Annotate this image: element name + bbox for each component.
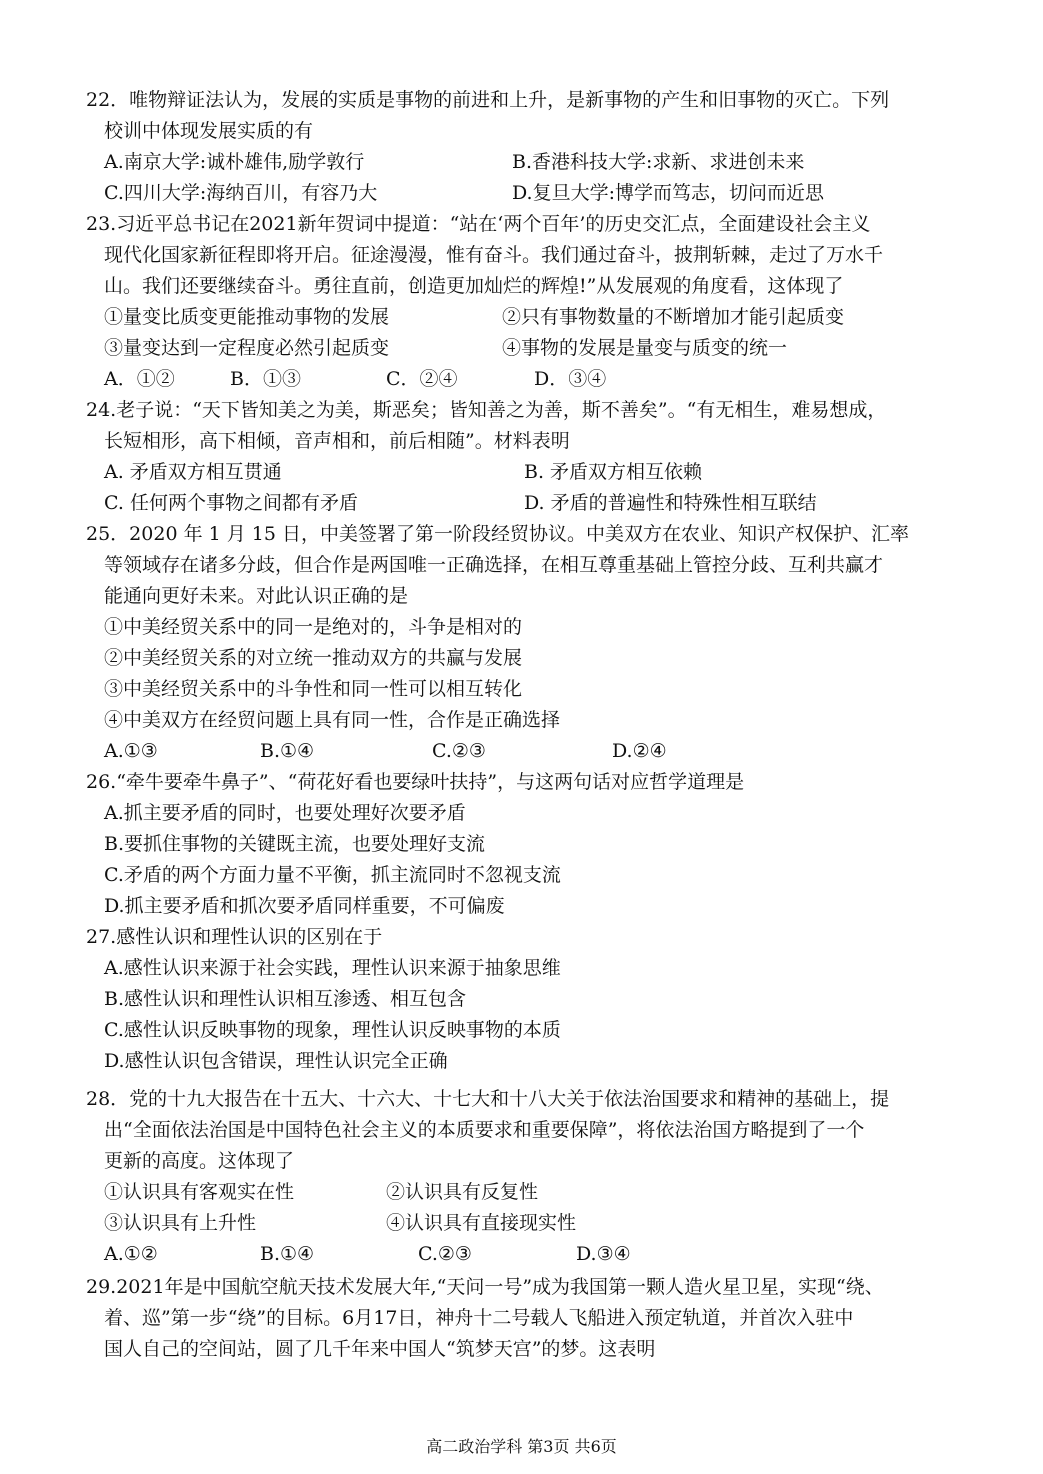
option-c: C.矛盾的两个方面力量不平衡，抓主流同时不忽视支流 [104,864,561,886]
question-stem-line: 国人自己的空间站，圆了几千年来中国人“筑梦天宫”的梦。这表明 [104,1338,656,1360]
option-a: A.①② [104,1243,158,1265]
question-stem-line: 23.习近平总书记在2021新年贺词中提道：“站在‘两个百年’的历史交汇点，全面建设社会主义 [86,213,871,235]
option-b: B.香港科技大学:求新、求进创未来 [512,151,805,173]
option-b: B.要抓住事物的关键既主流，也要处理好支流 [104,833,486,855]
statement-1: ①中美经贸关系中的同一是绝对的，斗争是相对的 [104,616,523,638]
option-c: C.四川大学:海纳百川，有容乃大 [104,182,378,204]
option-a: A.南京大学:诚朴雄伟,励学敦行 [104,151,365,173]
option-d: D．③④ [534,368,607,390]
question-stem-line: 29.2021年是中国航空航天技术发展大年,“天问一号”成为我国第一颗人造火星卫星，实现“绕、 [86,1276,884,1298]
option-a: A.感性认识来源于社会实践，理性认识来源于抽象思维 [104,957,561,979]
statement-1: ①认识具有客观实在性 [104,1181,295,1203]
statement-4: ④事物的发展是量变与质变的统一 [502,337,788,359]
statement-4: ④中美双方在经贸问题上具有同一性，合作是正确选择 [104,709,561,731]
question-stem-line: 26.“牵牛要牵牛鼻子”、“荷花好看也要绿叶扶持”，与这两句话对应哲学道理是 [86,771,745,793]
statement-3: ③认识具有上升性 [104,1212,257,1234]
option-b: B.感性认识和理性认识相互渗透、相互包含 [104,988,467,1010]
option-a: A.①③ [104,740,158,762]
question-stem-line: 27.感性认识和理性认识的区别在于 [86,926,383,948]
statement-3: ③中美经贸关系中的斗争性和同一性可以相互转化 [104,678,523,700]
question-stem-line: 更新的高度。这体现了 [104,1150,295,1172]
statement-1: ①量变比质变更能推动事物的发展 [104,306,390,328]
question-stem-line: 能通向更好未来。对此认识正确的是 [104,585,409,607]
statement-4: ④认识具有直接现实性 [386,1212,577,1234]
option-b: B. 矛盾双方相互依赖 [524,461,703,483]
question-stem-line: 22．唯物辩证法认为，发展的实质是事物的前进和上升，是新事物的产生和旧事物的灭亡。下列 [86,89,890,111]
question-stem-line: 着、巡”第一步“绕”的目标。6月17日，神舟十二号载人飞船进入预定轨道，并首次入驻中 [104,1307,854,1329]
question-stem-line: 校训中体现发展实质的有 [104,120,314,142]
option-d: D.②④ [612,740,667,762]
page-footer: 高二政治学科 第3页 共6页 [426,1437,617,1456]
option-b: B.①④ [260,1243,315,1265]
option-d: D.抓主要矛盾和抓次要矛盾同样重要，不可偏废 [104,895,505,917]
option-c: C.②③ [432,740,486,762]
question-stem-line: 28．党的十九大报告在十五大、十六大、十七大和十八大关于依法治国要求和精神的基础上，提 [86,1088,890,1110]
option-d: D.复旦大学:博学而笃志，切问而近思 [512,182,824,204]
question-stem-line: 出“全面依法治国是中国特色社会主义的本质要求和重要保障”，将依法治国方略提到了一个 [104,1119,865,1141]
statement-2: ②中美经贸关系的对立统一推动双方的共赢与发展 [104,647,523,669]
option-c: C. 任何两个事物之间都有矛盾 [104,492,358,514]
option-c: C.②③ [418,1243,472,1265]
question-stem-line: 现代化国家新征程即将开启。征途漫漫，惟有奋斗。我们通过奋斗，披荆斩棘，走过了万水千 [104,244,884,266]
statement-3: ③量变达到一定程度必然引起质变 [104,337,390,359]
statement-2: ②认识具有反复性 [386,1181,539,1203]
statement-2: ②只有事物数量的不断增加才能引起质变 [502,306,845,328]
question-stem-line: 24.老子说：“天下皆知美之为美，斯恶矣；皆知善之为善，斯不善矣”。“有无相生，难易想成， [86,399,887,421]
option-a: A. 矛盾双方相互贯通 [104,461,282,483]
question-stem-line: 等领域存在诸多分歧，但合作是两国唯一正确选择，在相互尊重基础上管控分歧、互利共赢才 [104,554,884,576]
question-stem-line: 25．2020 年 1 月 15 日，中美签署了第一阶段经贸协议。中美双方在农业、知识产权保护、汇率 [86,523,909,545]
option-b: B.①④ [260,740,315,762]
option-d: D.③④ [576,1243,631,1265]
question-stem-line: 长短相形，高下相倾，音声相和，前后相随”。材料表明 [104,430,570,452]
option-d: D. 矛盾的普遍性和特殊性相互联结 [524,492,817,514]
option-b: B．①③ [230,368,301,390]
option-c: C．②④ [386,368,458,390]
option-d: D.感性认识包含错误，理性认识完全正确 [104,1050,448,1072]
option-c: C.感性认识反映事物的现象，理性认识反映事物的本质 [104,1019,561,1041]
option-a: A．①② [104,368,175,390]
option-a: A.抓主要矛盾的同时，也要处理好次要矛盾 [104,802,466,824]
question-stem-line: 山。我们还要继续奋斗。勇往直前，创造更加灿烂的辉煌!”从发展观的角度看，这体现了 [104,275,844,297]
